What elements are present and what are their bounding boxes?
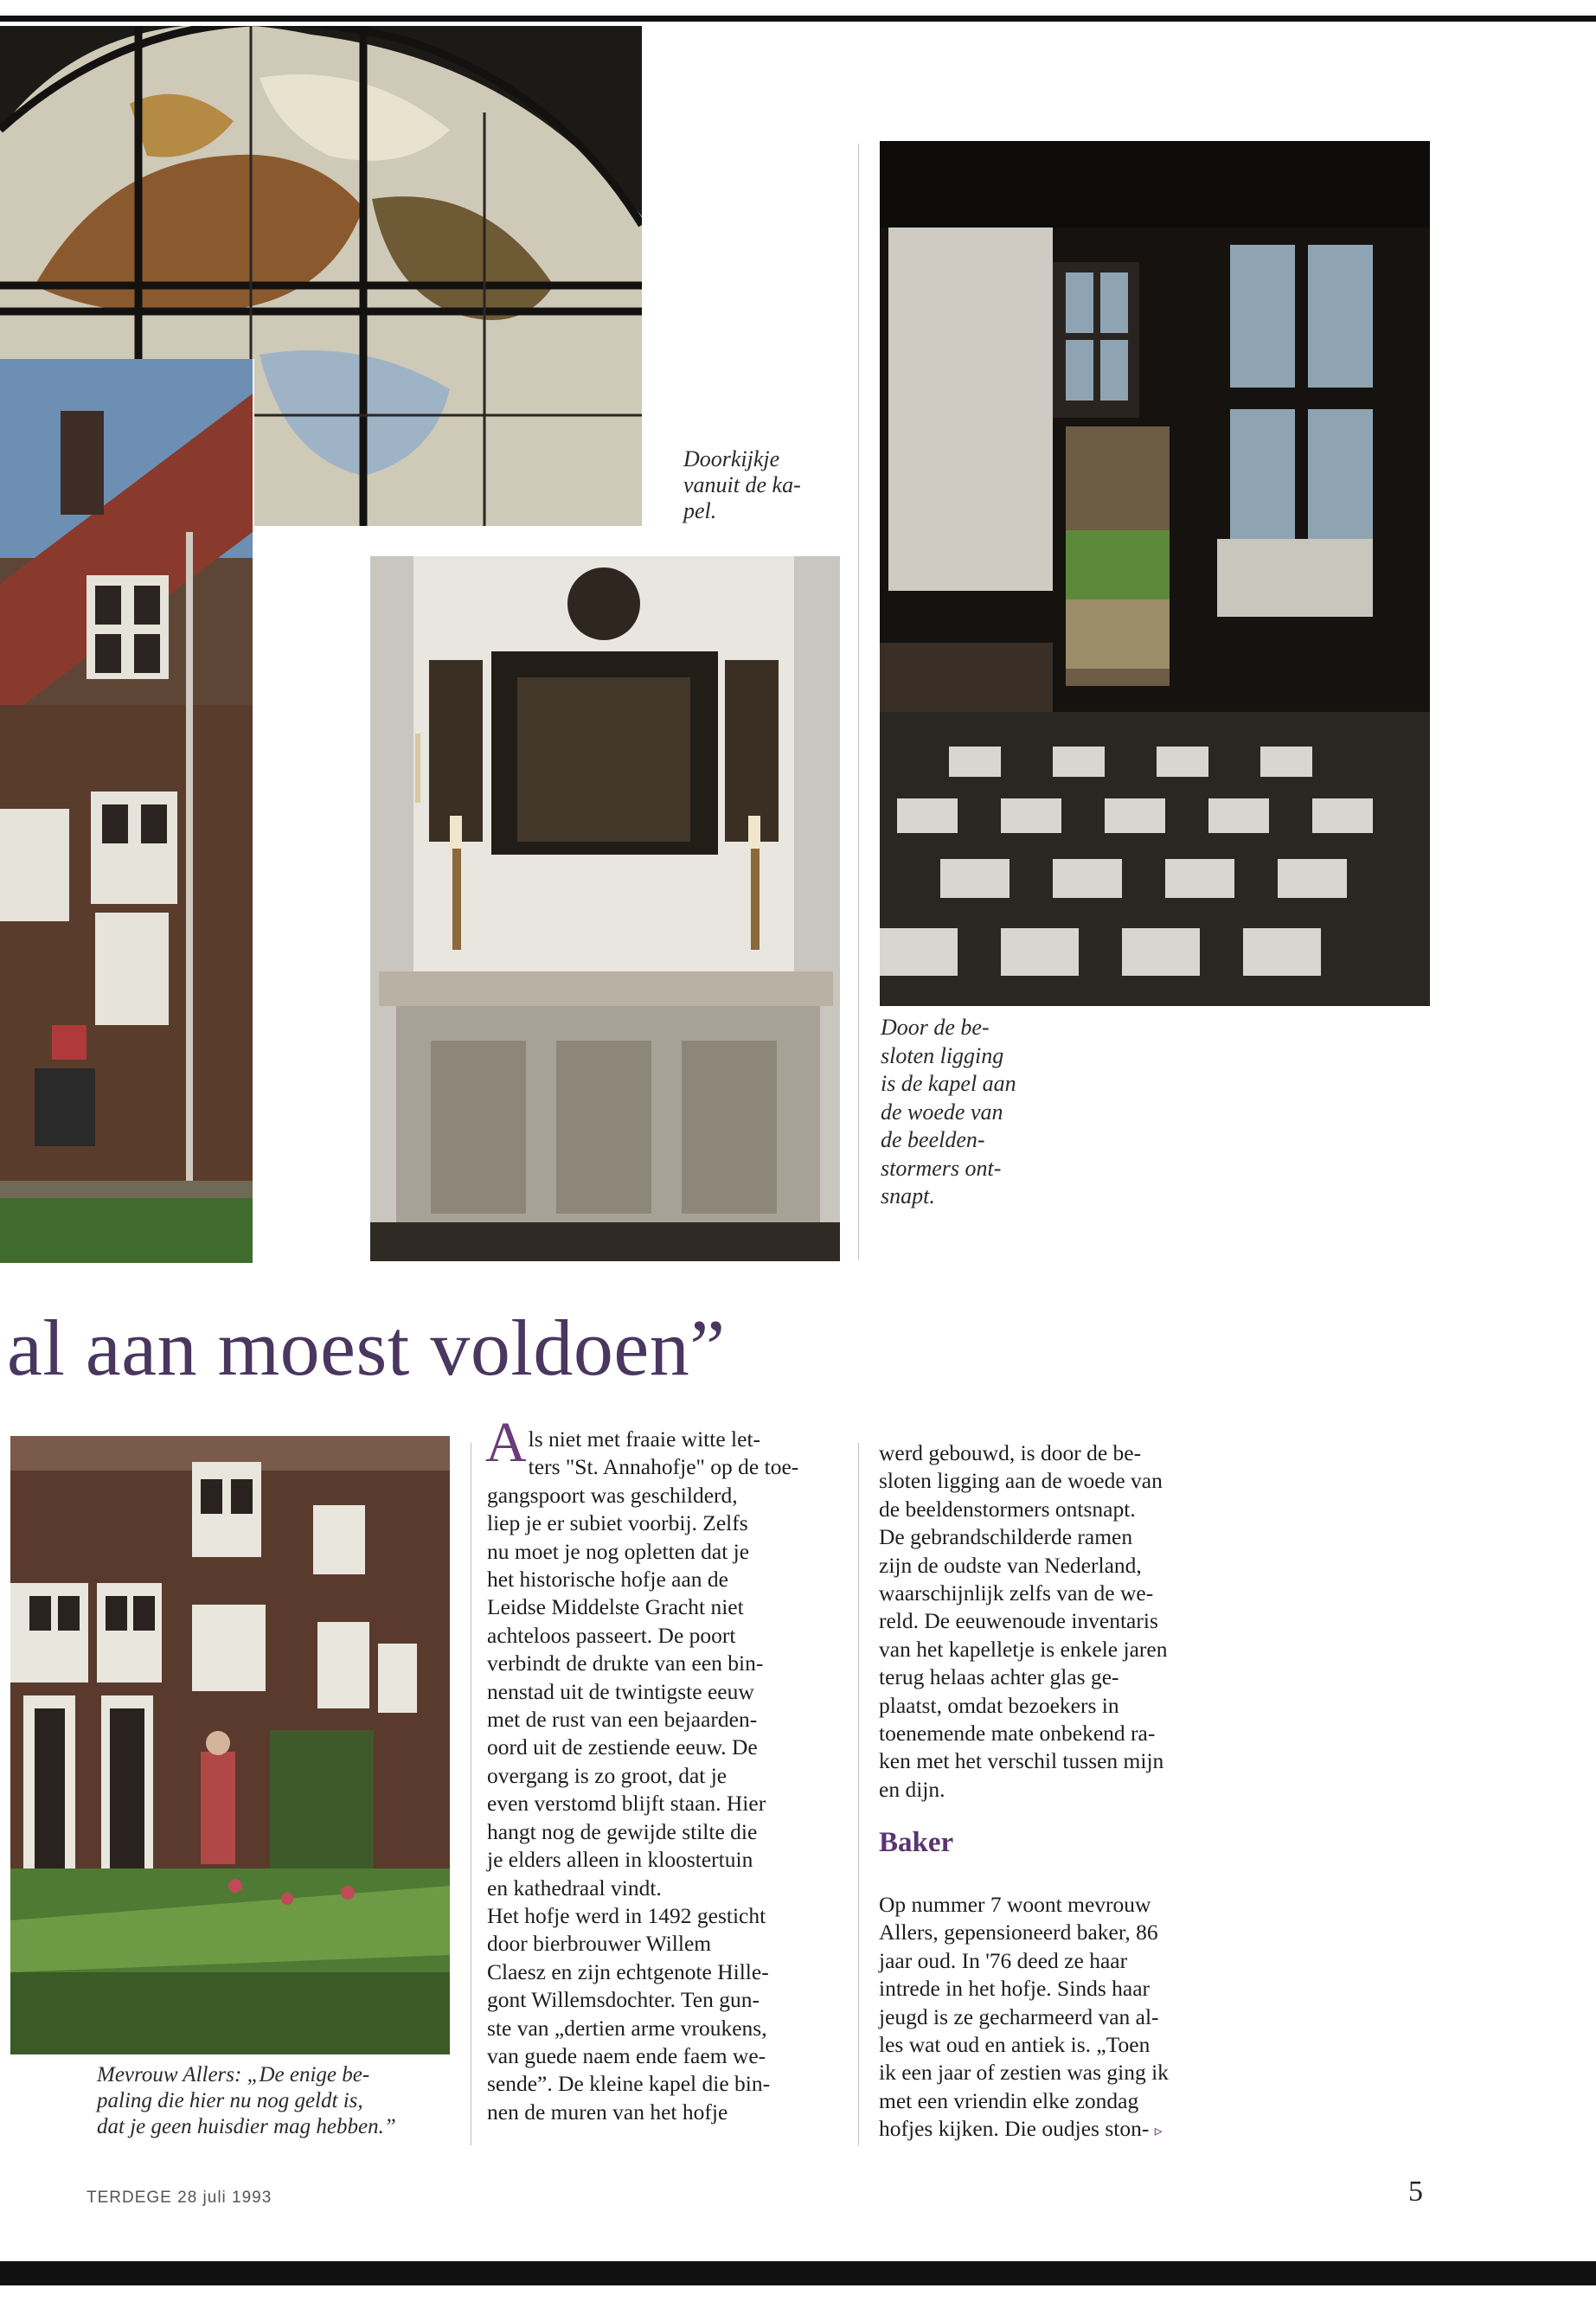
text-line: ik een jaar of zestien was ging ik bbox=[879, 2060, 1169, 2086]
text-line: werd gebouwd, is door de be- bbox=[879, 1440, 1142, 1465]
text-line: hangt nog de gewijde stilte die bbox=[487, 1818, 758, 1844]
caption-line: pel. bbox=[683, 498, 717, 523]
continue-arrow-icon: ▹ bbox=[1154, 2122, 1163, 2140]
text-line: Het hofje werd in 1492 gesticht bbox=[487, 1902, 766, 1928]
text-line: toenemende mate onbekend ra- bbox=[879, 1721, 1156, 1747]
text-line: intrede in het hofje. Sinds haar bbox=[879, 1976, 1150, 2002]
article-headline: al aan moest voldoen” bbox=[7, 1304, 726, 1392]
text-line: terug helaas achter glas ge- bbox=[879, 1664, 1119, 1690]
text-line: gont Willemsdochter. Ten gun- bbox=[487, 1987, 760, 2013]
text-line: zijn de oudste van Nederland, bbox=[879, 1552, 1142, 1578]
text-line: reld. De eeuwenoude inventaris bbox=[879, 1608, 1158, 1634]
text-line: van guede naem ende faem we- bbox=[487, 2042, 766, 2068]
caption-line: Mevrouw Allers: „De enige be- bbox=[97, 2063, 370, 2086]
caption-line: is de kapel aan bbox=[881, 1071, 1016, 1096]
text-line: nenstad uit de twintigste eeuw bbox=[487, 1678, 754, 1704]
chapel-interior-photo bbox=[880, 141, 1430, 1006]
text-line: ters "St. Annahofje" op de toe- bbox=[528, 1454, 799, 1480]
page-number: 5 bbox=[1408, 2176, 1423, 2208]
street-facade-photo bbox=[0, 359, 254, 1263]
text-line: en kathedraal vindt. bbox=[487, 1875, 662, 1900]
text-line: plaatst, omdat bezoekers in bbox=[879, 1692, 1119, 1718]
footer-magazine-date: TERDEGE 28 juli 1993 bbox=[87, 2189, 272, 2207]
text-fragment: hofjes kijken. Die oudjes ston- bbox=[879, 2116, 1150, 2142]
caption-doorkijkje bbox=[683, 446, 801, 524]
top-rule bbox=[0, 16, 1596, 22]
text-line: met een vriendin elke zondag bbox=[879, 2087, 1139, 2113]
text-line: oord uit de zestiende eeuw. De bbox=[487, 1734, 758, 1760]
text-line: Claesz en zijn echtgenote Hille- bbox=[487, 1958, 769, 1984]
text-line: door bierbrouwer Willem bbox=[487, 1931, 712, 1957]
article-column-2 bbox=[879, 1439, 1242, 1804]
text-line: even verstomd blijft staan. Hier bbox=[487, 1791, 766, 1817]
text-line: waarschijnlijk zelfs van de we- bbox=[879, 1580, 1154, 1606]
caption-line: vanuit de ka- bbox=[683, 472, 801, 497]
text-line: ste van „dertien arme vroukens, bbox=[487, 2015, 767, 2041]
subhead-baker: Baker bbox=[879, 1827, 954, 1858]
text-line: achteloos passeert. De poort bbox=[487, 1622, 736, 1648]
text-line: De gebrandschilderde ramen bbox=[879, 1524, 1133, 1550]
caption-line: sloten ligging bbox=[881, 1042, 1004, 1068]
text-line: liep je er subiet voorbij. Zelfs bbox=[487, 1510, 748, 1536]
article-column-2b bbox=[879, 1891, 1242, 2145]
column-divider bbox=[858, 144, 859, 1259]
text-line: Op nummer 7 woont mevrouw bbox=[879, 1892, 1151, 1917]
text-line: gangspoort was geschilderd, bbox=[487, 1482, 738, 1508]
text-line: Leidse Middelste Gracht niet bbox=[487, 1594, 744, 1620]
caption-mevrouw-allers bbox=[97, 2062, 396, 2140]
text-line: je elders alleen in kloostertuin bbox=[487, 1847, 753, 1873]
article-column-1 bbox=[485, 1411, 850, 2126]
courtyard-photo bbox=[10, 1436, 450, 2054]
column-divider bbox=[858, 1443, 859, 2145]
text-line: sloten ligging aan de woede van bbox=[879, 1468, 1163, 1494]
text-line: les wat oud en antiek is. „Toen bbox=[879, 2032, 1151, 2058]
text-line: de beeldenstormers ontsnapt. bbox=[879, 1496, 1136, 1522]
chapel-altar-photo bbox=[370, 556, 840, 1261]
text-line: nen de muren van het hofje bbox=[487, 2099, 728, 2125]
bottom-rule bbox=[0, 2261, 1596, 2285]
caption-line: de woede van bbox=[881, 1099, 1003, 1125]
text-line: met de rust van een bejaarden- bbox=[487, 1707, 758, 1733]
text-line bbox=[879, 2115, 1242, 2144]
text-line: Allers, gepensioneerd baker, 86 bbox=[879, 1920, 1158, 1945]
text-line: het historische hofje aan de bbox=[487, 1567, 728, 1593]
text-line: ls niet met fraaie witte let- bbox=[528, 1426, 761, 1452]
text-line: van het kapelletje is enkele jaren bbox=[879, 1636, 1168, 1662]
caption-line: Doorkijkje bbox=[683, 446, 780, 471]
text-line: ken met het verschil tussen mijn bbox=[879, 1748, 1164, 1774]
text-line: verbindt de drukte van een bin- bbox=[487, 1650, 764, 1676]
caption-line: de beelden- bbox=[881, 1127, 985, 1152]
text-line: nu moet je nog opletten dat je bbox=[487, 1538, 750, 1564]
caption-line: Door de be- bbox=[881, 1015, 990, 1040]
text-line: en dijn. bbox=[879, 1776, 945, 1802]
caption-line: snapt. bbox=[881, 1183, 935, 1208]
text-line: jeugd is ze gecharmeerd van al- bbox=[879, 2003, 1159, 2029]
caption-line: dat je geen huisdier mag hebben.” bbox=[97, 2115, 396, 2138]
text-line: jaar oud. In '76 deed ze haar bbox=[879, 1947, 1128, 1973]
text-line: overgang is zo groot, dat je bbox=[487, 1762, 727, 1788]
caption-line: paling die hier nu nog geldt is, bbox=[97, 2089, 363, 2112]
caption-line: stormers ont- bbox=[881, 1155, 1002, 1181]
drop-cap: A bbox=[485, 1411, 527, 1474]
text-line: sende”. De kleine kapel die bin- bbox=[487, 2071, 771, 2097]
caption-door-de-besloten bbox=[881, 1014, 1016, 1211]
